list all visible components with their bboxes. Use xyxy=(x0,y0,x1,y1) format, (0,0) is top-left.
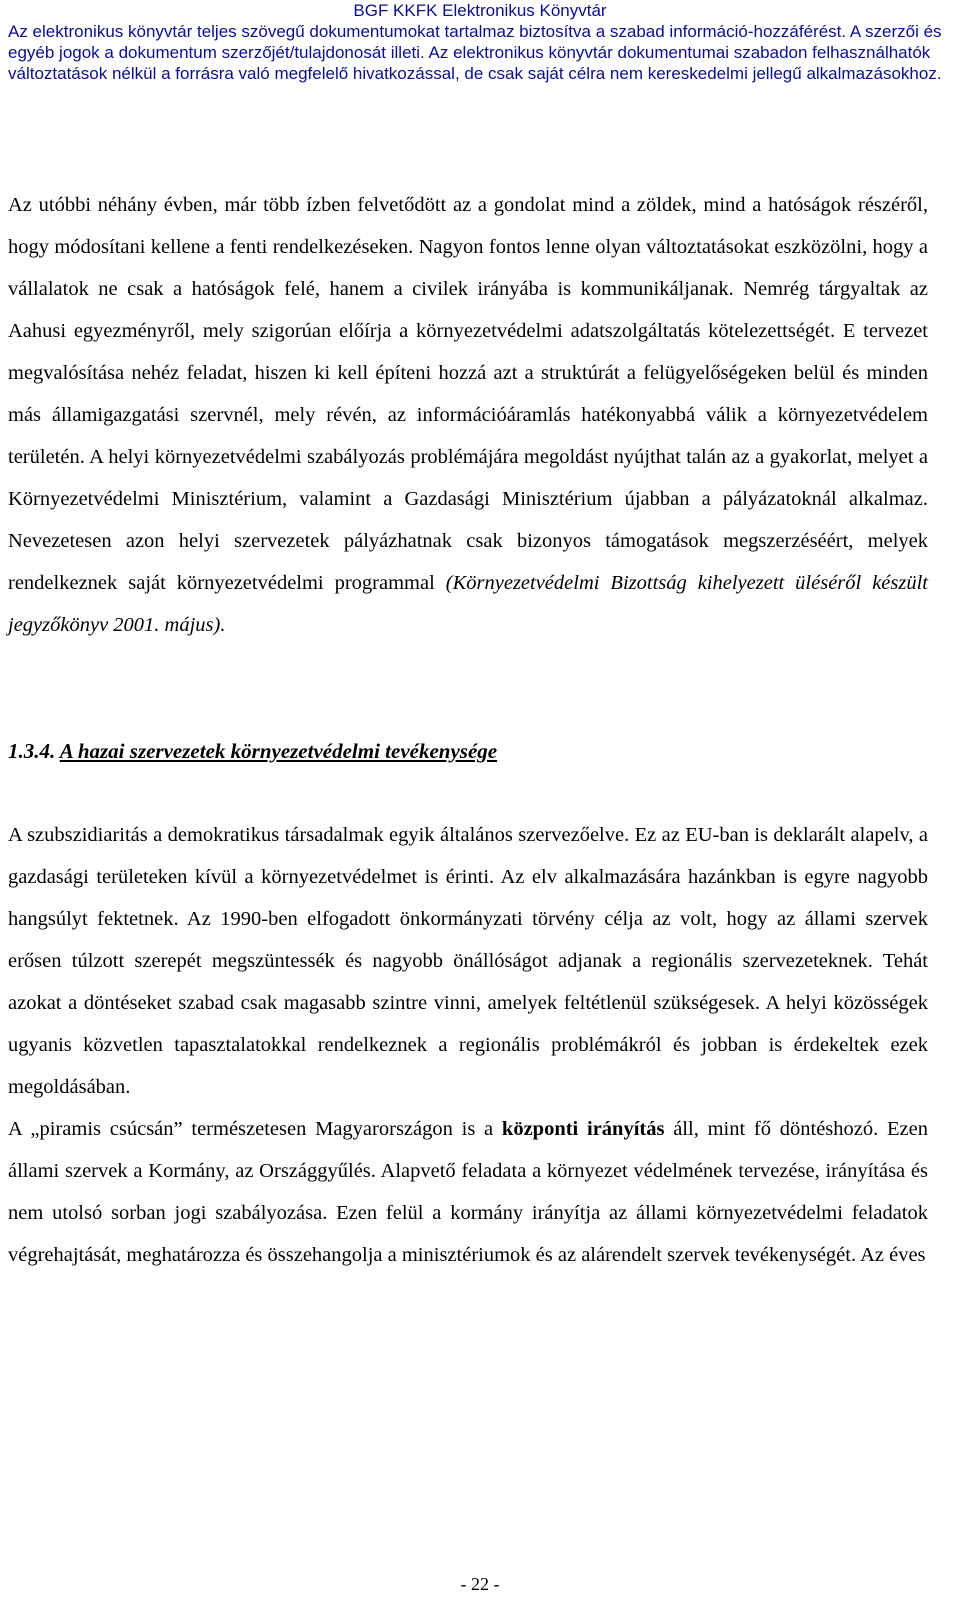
paragraph-aahus-text: Az utóbbi néhány évben, már több ízben felvetődött az a gondolat mind a zöldek, mind a hatóságok részéről, hogy módosítani kellene a fenti rendelkezéseken. Nagyon fontos lenne olyan változtatásokat eszközölni, hogy a vállalatok ne csak a hatóságok felé, hanem a civilek irányába is kommunikáljanak. Nemrég tárgyaltak az Aahusi egyezményről, mely szigorúan előírja a környezetvédelmi adatszolgáltatás kötelezettségét. E tervezet megvalósítása nehéz feladat, hiszen ki kell építeni hozzá azt a struktúrát a felügyelőségeken belül és minden más államigazgatási szervnél, mely révén, az információáramlás hatékonyabbá válik a környezetvédelem területén. A helyi környezetvédelmi szabályozás problémájára megoldást nyújthat talán az a gyakorlat, melyet a Környezetvédelmi Minisztérium, valamint a Gazdasági Minisztérium újabban a pályázatoknál alkalmaz. Nevezetesen azon helyi szervezetek pályázhatnak csak bizonyos támogatások megszerzéséért, melyek rendelkeznek saját környezetvédelmi programmal xyxy=(8,194,928,594)
library-notice-header xyxy=(8,0,952,84)
paragraph-central-control xyxy=(8,1108,928,1276)
central-control-term: központi irányítás xyxy=(501,1118,665,1140)
library-title: BGF KKFK Elektronikus Könyvtár xyxy=(353,1,607,20)
paragraph-aahus xyxy=(8,184,928,646)
paragraph-central-control-lead: A „piramis csúcsán” természetesen Magyarországon is a xyxy=(8,1118,502,1140)
document-body xyxy=(8,184,928,1276)
section-spacer xyxy=(8,646,928,730)
section-heading xyxy=(8,730,928,772)
section-title: A hazai szervezetek környezetvédelmi tevékenysége xyxy=(59,739,498,763)
paragraph-central-control-rest: áll, mint fő döntéshozó. Ezen állami szervek a Kormány, az Országgyűlés. Alapvető feladata a környezet védelmének tervezése, irányítása és nem utolsó sorban jogi szabályozása. Ezen felül a kormány irányítja az állami környezetvédelmi feladatok végrehajtását, meghatározza és összehangolja a minisztériumok és az alárendelt szervek tevékenységét. Az éves xyxy=(8,1118,928,1266)
section-number: 1.3.4. xyxy=(8,739,60,763)
page-number: - 22 - xyxy=(460,1574,500,1594)
library-copyright-notice: Az elektronikus könyvtár teljes szövegű dokumentumokat tartalmaz biztosítva a szabad információ-hozzáférést. A szerzői és egyéb jogok a dokumentum szerzőjét/tulajdonosát illeti. Az elektronikus könyvtár dokumentumai szabadon felhasználhatók változtatások nélkül a forrásra való megfelelő hivatkozással, de csak saját célra nem kereskedelmi jellegű alkalmazásokhoz. xyxy=(8,22,942,83)
paragraph-subsidiarity: A szubszidiaritás a demokratikus társadalmak egyik általános szervezőelve. Ez az EU-ban is deklarált alapelv, a gazdasági területeken kívül a környezetvédelmet is érinti. Az elv alkalmazására hazánkban is egyre nagyobb hangsúlyt fektetnek. Az 1990-ben elfogadott önkormányzati törvény célja az volt, hogy az állami szervek erősen túlzott szerepét megszüntessék és nagyobb önállóságot adjanak a regionális szervezeteknek. Tehát azokat a döntéseket szabad csak magasabb szintre vinni, amelyek feltétlenül szükségesek. A helyi közösségek ugyanis közvetlen tapasztalatokkal rendelkeznek a regionális problémákról és jobban is érdekeltek ezek megoldásában. xyxy=(8,824,928,1098)
heading-spacer xyxy=(8,772,928,814)
paragraph-aahus-citation: (Környezetvédelmi Bizottság kihelyezett üléséről készült jegyzőkönyv 2001. május). xyxy=(8,572,928,636)
